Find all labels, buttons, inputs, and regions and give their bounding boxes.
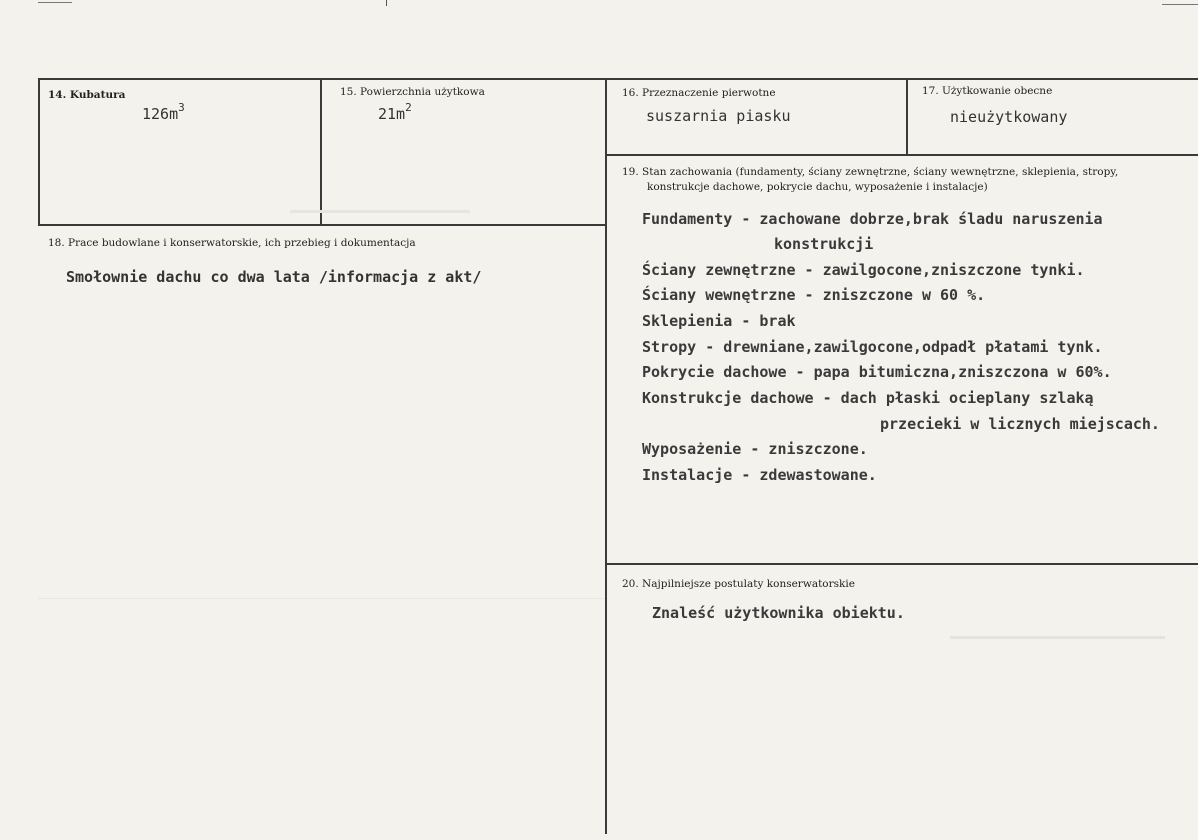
paper-smudge xyxy=(950,636,1165,639)
stan-line: Pokrycie dachowe - papa bitumiczna,zniszczona w 60%. xyxy=(642,363,1112,381)
divider-14-15 xyxy=(320,78,322,226)
top-edge-mark xyxy=(38,2,72,3)
divider-16-17 xyxy=(906,78,908,156)
stan-line: konstrukcji xyxy=(774,235,874,253)
field-15-number: 21m xyxy=(378,105,406,123)
field-17-value: nieużytkowany xyxy=(950,108,1068,126)
field-18-value: Smołownie dachu co dwa lata /informacja z akt/ xyxy=(66,268,482,286)
field-19-label-line2: konstrukcje dachowe, pokrycie dachu, wyposażenie i instalacje) xyxy=(647,181,988,193)
field-14-label: 14. Kubatura xyxy=(48,89,126,101)
field-17-label: 17. Użytkowanie obecne xyxy=(922,85,1053,97)
top-center-tick xyxy=(386,0,387,6)
left-border xyxy=(38,78,40,226)
row-18-top-border xyxy=(38,224,607,226)
field-18-label: 18. Prace budowlane i konserwatorskie, ich przebieg i dokumentacja xyxy=(48,237,416,249)
field-14-exponent: 3 xyxy=(178,101,185,114)
field-15-value xyxy=(378,103,412,123)
center-divider xyxy=(605,78,607,834)
field-14-value xyxy=(142,103,185,123)
field-19-content xyxy=(642,210,1187,500)
stan-line: Konstrukcje dachowe - dach płaski ocieplany szlaką xyxy=(642,389,1094,407)
field-16-label: 16. Przeznaczenie pierwotne xyxy=(622,87,776,99)
field-20-label: 20. Najpilniejsze postulaty konserwatorskie xyxy=(622,578,855,590)
top-right-edge-mark xyxy=(1162,4,1198,5)
field-16-value: suszarnia piasku xyxy=(646,107,791,125)
field-20-value: Znaleść użytkownika obiektu. xyxy=(652,604,905,622)
paper-smudge xyxy=(290,210,470,213)
field-19-label-line1: 19. Stan zachowania (fundamenty, ściany zewnętrzne, ściany wewnętrzne, sklepienia, stropy, xyxy=(622,166,1119,178)
stan-line: przecieki w licznych miejscach. xyxy=(880,415,1160,433)
stan-line: Ściany zewnętrzne - zawilgocone,zniszczone tynki. xyxy=(642,261,1085,279)
stan-line: Ściany wewnętrzne - zniszczone w 60 %. xyxy=(642,286,986,304)
field-14-number: 126m xyxy=(142,105,179,123)
paper-smudge xyxy=(38,598,605,599)
row-19-top-border xyxy=(607,154,1198,156)
field-15-exponent: 2 xyxy=(405,101,412,114)
stan-line: Instalacje - zdewastowane. xyxy=(642,466,877,484)
stan-line: Sklepienia - brak xyxy=(642,312,796,330)
row-20-top-border xyxy=(607,563,1198,565)
stan-line: Fundamenty - zachowane dobrze,brak śladu naruszenia xyxy=(642,210,1103,228)
field-15-label: 15. Powierzchnia użytkowa xyxy=(340,86,485,98)
stan-line: Wyposażenie - zniszczone. xyxy=(642,440,868,458)
stan-line: Stropy - drewniane,zawilgocone,odpadł płatami tynk. xyxy=(642,338,1103,356)
row-top-border xyxy=(38,78,1198,80)
